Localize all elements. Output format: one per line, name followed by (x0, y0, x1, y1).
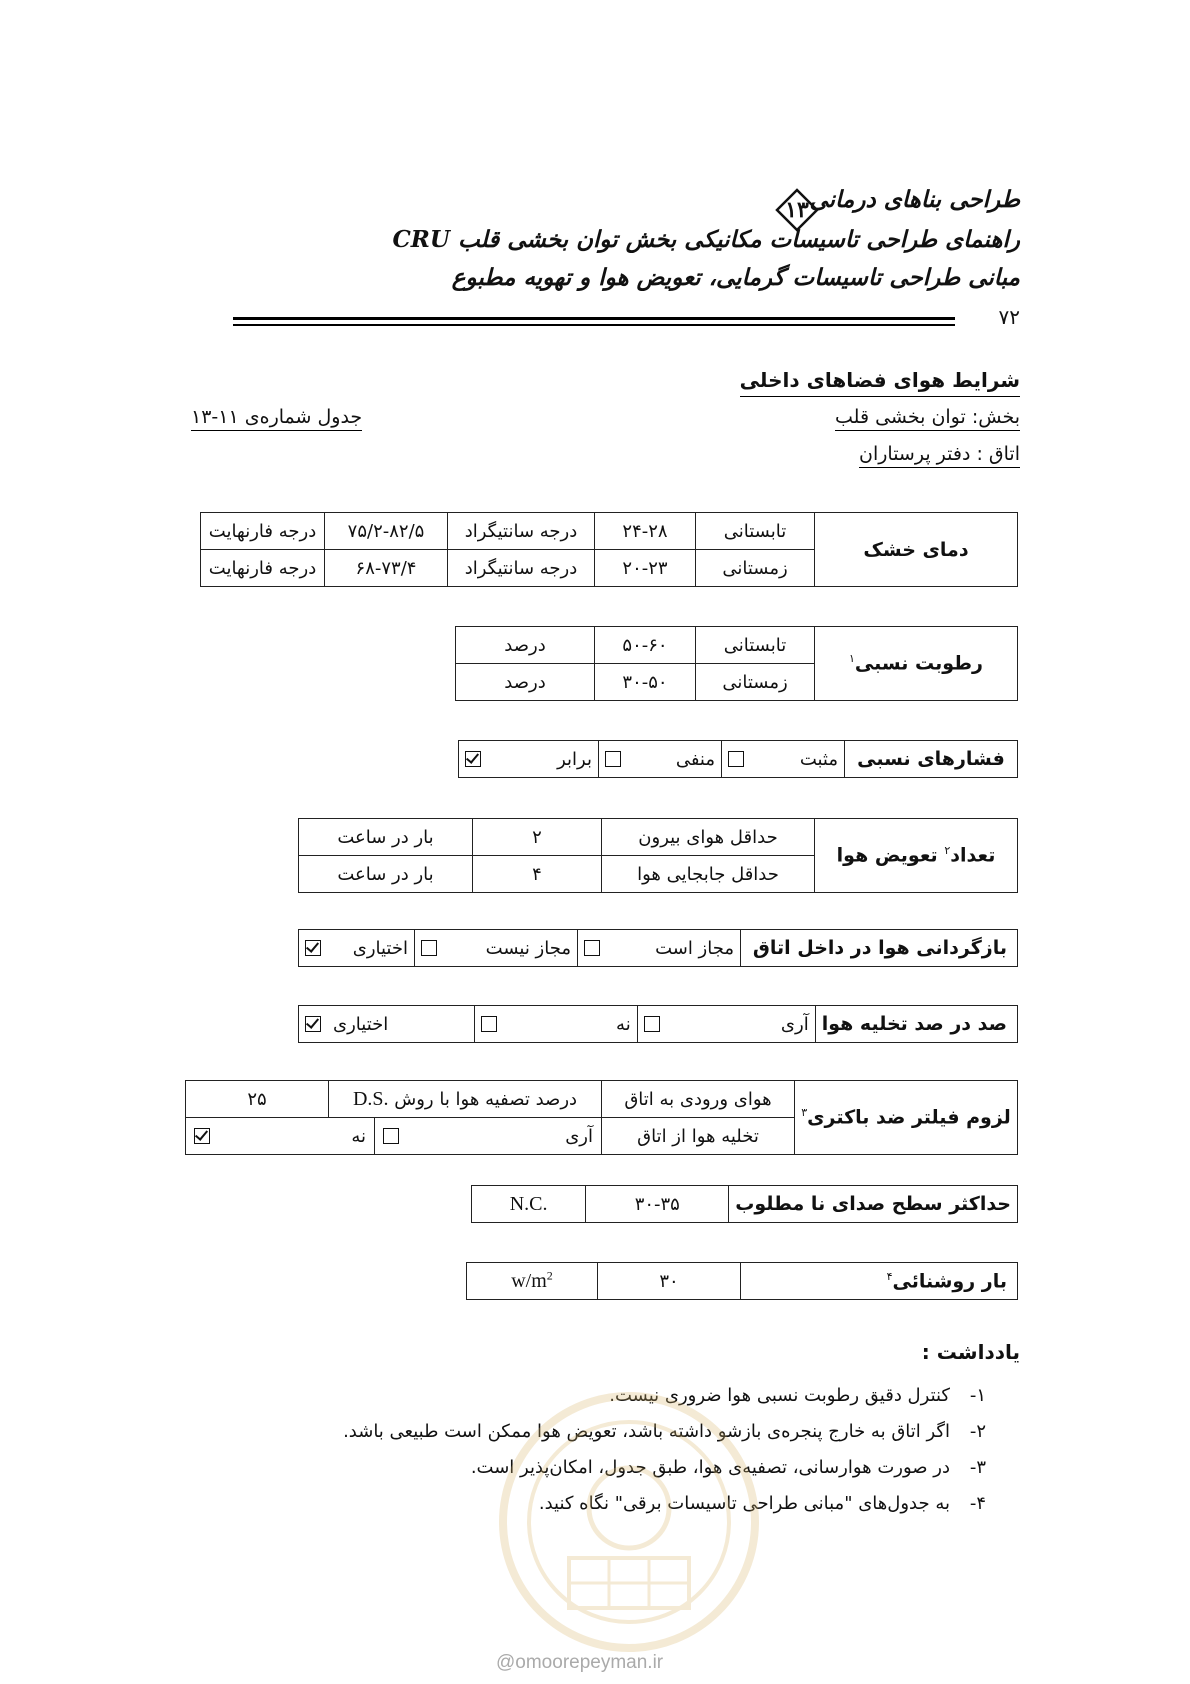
temp-f-value: ۷۵/۲-۸۲/۵ (325, 513, 448, 550)
air-change-unit: بار در ساعت (299, 819, 473, 856)
recirculation-table (298, 929, 1018, 967)
page-title: شرایط هوای فضاهای داخلی (740, 368, 1020, 397)
temp-f-unit: درجه فارنهایت (201, 550, 325, 587)
humidity-value: ۵۰-۶۰ (595, 627, 696, 664)
footnote-ref: ۱ (849, 652, 855, 666)
air-change-table (298, 818, 1018, 893)
yes-label: آری (780, 1013, 809, 1035)
noise-unit: N.C. (509, 1192, 548, 1215)
negative-label: منفی (675, 748, 715, 770)
note-text: کنترل دقیق رطوبت نسبی هوا ضروری نیست. (609, 1385, 950, 1406)
recirculation-label: بازگردانی هوا در داخل اتاق (741, 930, 1018, 967)
filter-table (185, 1080, 1018, 1155)
air-change-prefix: تعداد (950, 844, 996, 867)
temp-c-unit: درجه سانتیگراد (448, 550, 595, 587)
note-number: ۱- (969, 1385, 986, 1406)
watermark-seal-icon (495, 1388, 763, 1656)
humidity-table (455, 626, 1018, 701)
no-checkbox[interactable] (194, 1128, 210, 1144)
table-number: جدول شماره‌ی ۱۱-۱۳ (191, 406, 362, 431)
note-text: اگر اتاق به خارج پنجره‌ی بازشو داشته باشد، تعویض هوا ممکن است طبیعی باشد. (343, 1421, 950, 1442)
season-winter: زمستانی (696, 550, 815, 587)
watermark-site: @omoorepeyman.ir (496, 1652, 664, 1673)
allowed-checkbox[interactable] (584, 940, 600, 956)
filter-label (795, 1081, 1018, 1155)
temp-c-value: ۲۴-۲۸ (595, 513, 696, 550)
air-change-row-name: حداقل هوای بیرون (602, 819, 815, 856)
negative-checkbox[interactable] (605, 751, 621, 767)
season-summer: تابستانی (696, 513, 815, 550)
air-change-label-text: تعویض هوا (836, 844, 938, 867)
header-rule-thick (233, 317, 955, 320)
no-label: نه (351, 1125, 366, 1147)
note-text: به جدول‌های "مبانی طراحی تاسیسات برقی" نگاه کنید. (538, 1493, 950, 1514)
positive-checkbox[interactable] (728, 751, 744, 767)
lighting-unit-exponent: 2 (546, 1268, 553, 1283)
chapter-number: ۱۳ (785, 197, 809, 223)
pressure-label: فشارهای نسبی (845, 741, 1018, 778)
book-title (809, 186, 1020, 213)
equal-checkbox[interactable] (465, 751, 481, 767)
optional-checkbox[interactable] (305, 1016, 321, 1032)
lighting-unit-base: w/m (511, 1270, 547, 1293)
positive-label: مثبت (799, 748, 838, 770)
noise-value: ۳۰-۳۵ (586, 1186, 729, 1223)
note-number: ۲- (969, 1421, 986, 1442)
yes-label: آری (565, 1125, 593, 1147)
not-allowed-label: مجاز نیست (485, 937, 571, 959)
pressure-table (458, 740, 1018, 778)
temp-f-unit: درجه فارنهایت (201, 513, 325, 550)
air-change-row-name: حداقل جابجایی هوا (602, 856, 815, 893)
noise-label: حداکثر سطح صدای نا مطلوب (729, 1186, 1018, 1223)
lighting-value: ۳۰ (598, 1263, 741, 1300)
notes-title: یادداشت : (921, 1340, 1020, 1364)
note-number: ۳- (969, 1457, 986, 1478)
dry-temp-label: دمای خشک (815, 513, 1018, 587)
filter-efficiency-label: درصد تصفیه هوا با روش (394, 1088, 578, 1110)
footnote-ref: ۳ (801, 1106, 808, 1120)
lighting-table (466, 1262, 1018, 1300)
dry-temp-table (200, 512, 1018, 587)
filter-efficiency-cell (329, 1081, 602, 1118)
humidity-label-text: رطوبت نسبی (854, 652, 983, 675)
temp-c-unit: درجه سانتیگراد (448, 513, 595, 550)
air-change-unit: بار در ساعت (299, 856, 473, 893)
air-change-value: ۲ (473, 819, 602, 856)
not-allowed-checkbox[interactable] (421, 940, 437, 956)
no-checkbox[interactable] (481, 1016, 497, 1032)
book-title-text: طراحی بناهای درمانی (809, 186, 1020, 213)
filter-method: D.S. (352, 1087, 389, 1110)
guide-title: راهنمای طراحی تاسیسات مکانیکی بخش توان بخشی قلب CRU (392, 226, 1020, 253)
equal-label: برابر (557, 748, 592, 770)
temp-f-value: ۶۸-۷۳/۴ (325, 550, 448, 587)
noise-table (471, 1185, 1018, 1223)
lighting-unit (511, 1270, 553, 1292)
temp-c-value: ۲۰-۲۳ (595, 550, 696, 587)
no-label: نه (616, 1013, 631, 1035)
optional-checkbox[interactable] (305, 940, 321, 956)
footnote-ref: ۲ (944, 844, 951, 858)
yes-checkbox[interactable] (644, 1016, 660, 1032)
section-label: بخش: توان بخشی قلب (835, 406, 1020, 431)
humidity-value: ۳۰-۵۰ (595, 664, 696, 701)
note-text: در صورت هوارسانی، تصفیه‌ی هوا، طبق جدول، امکان‌پذیر است. (470, 1457, 950, 1478)
chapter-title: مبانی طراحی تاسیسات گرمایی، تعویض هوا و تهویه مطبوع (451, 264, 1020, 291)
filter-efficiency-value: ۲۵ (186, 1081, 329, 1118)
footnote-ref: ۴ (886, 1269, 893, 1283)
optional-label: اختیاری (333, 1013, 389, 1035)
season-summer: تابستانی (696, 627, 815, 664)
allowed-label: مجاز است (655, 937, 734, 959)
air-change-label (815, 819, 1018, 893)
exhaust-label: صد در صد تخلیه هوا (815, 1006, 1017, 1043)
optional-label: اختیاری (352, 937, 408, 959)
filter-supply-label: هوای ورودی به اتاق (602, 1081, 795, 1118)
filter-label-text: لزوم فیلتر ضد باکتری (807, 1106, 1011, 1129)
season-winter: زمستانی (696, 664, 815, 701)
header-rule-thin (233, 324, 955, 326)
yes-checkbox[interactable] (383, 1128, 399, 1144)
humidity-unit: درصد (456, 627, 595, 664)
exhaust-table (298, 1005, 1018, 1043)
air-change-value: ۴ (473, 856, 602, 893)
humidity-label (815, 627, 1018, 701)
page-number: ۷۲ (998, 305, 1020, 329)
lighting-label (741, 1263, 1018, 1300)
filter-exhaust-label: تخلیه هوا از اتاق (602, 1118, 795, 1155)
room-label: اتاق : دفتر پرستاران (859, 443, 1020, 468)
humidity-unit: درصد (456, 664, 595, 701)
note-number: ۴- (969, 1493, 986, 1514)
lighting-label-text: بار روشنائی (892, 1270, 1007, 1293)
